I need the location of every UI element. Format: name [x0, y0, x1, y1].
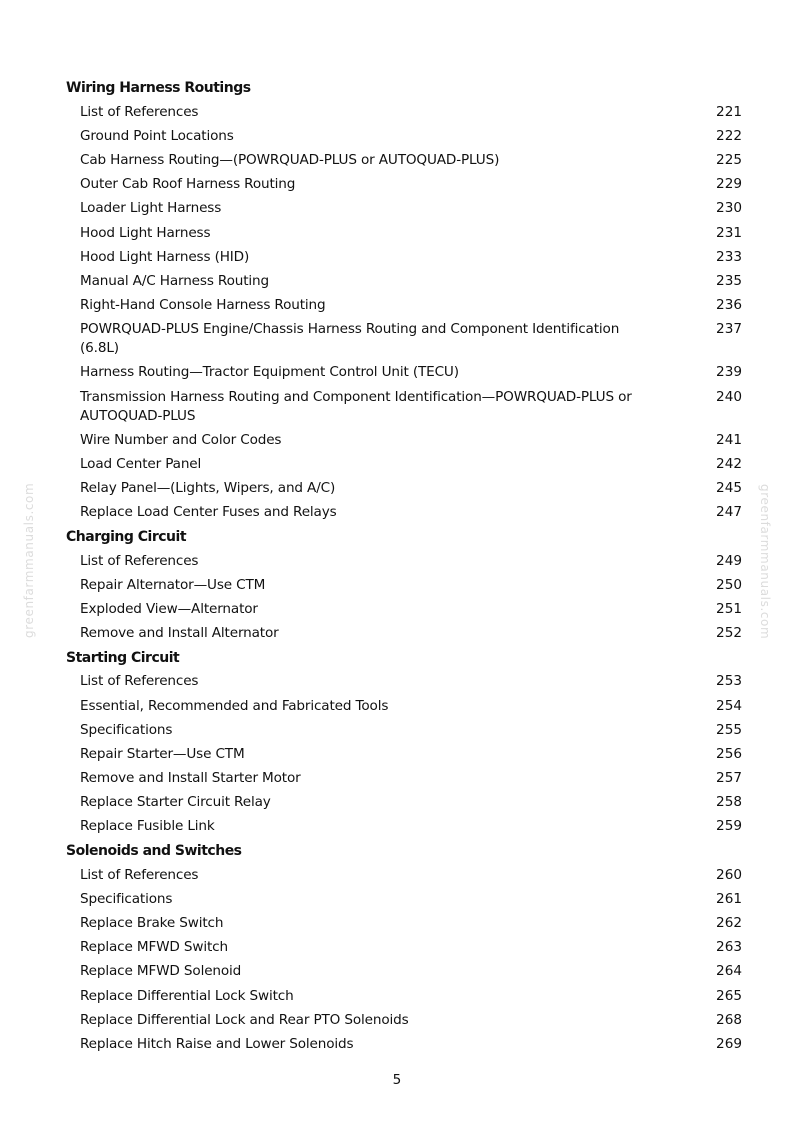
watermark-right: greenfarmmanuals.com: [758, 484, 772, 640]
entry-title[interactable]: Remove and Install Alternator: [80, 625, 279, 642]
entry-title[interactable]: List of References: [80, 673, 199, 690]
entry-page-number[interactable]: 251: [716, 600, 742, 617]
entry-title[interactable]: Repair Alternator—Use CTM: [80, 576, 266, 593]
entry-page-number[interactable]: 239: [716, 364, 742, 381]
toc-entry[interactable]: [66, 960, 742, 984]
entry-title[interactable]: Hood Light Harness: [80, 224, 211, 241]
entry-page-number[interactable]: 221: [716, 103, 742, 120]
toc-entry[interactable]: [66, 385, 742, 428]
toc-entry[interactable]: [66, 670, 742, 694]
entry-page-number[interactable]: 231: [716, 224, 742, 241]
entry-title[interactable]: Ground Point Locations: [80, 127, 234, 144]
entry-page-number[interactable]: 247: [716, 504, 742, 521]
entry-title[interactable]: Replace Starter Circuit Relay: [80, 794, 271, 811]
entry-title[interactable]: POWRQUAD-PLUS Engine/Chassis Harness Routing and Component Identification (6.8L): [80, 321, 620, 357]
entry-title[interactable]: Remove and Install Starter Motor: [80, 770, 301, 787]
toc-entry[interactable]: [66, 742, 742, 766]
entry-page-number[interactable]: 257: [716, 770, 742, 787]
entry-title[interactable]: Essential, Recommended and Fabricated Tools: [80, 697, 389, 714]
toc-entry[interactable]: [66, 477, 742, 501]
entry-page-number[interactable]: 236: [716, 297, 742, 314]
entry-page-number[interactable]: 256: [716, 745, 742, 762]
toc-entry[interactable]: [66, 100, 742, 124]
toc-entry[interactable]: [66, 863, 742, 887]
entry-page-number[interactable]: 259: [716, 818, 742, 835]
toc-entry[interactable]: [66, 269, 742, 293]
entry-page-number[interactable]: 258: [716, 794, 742, 811]
toc-section: [66, 76, 742, 525]
toc-entry[interactable]: [66, 767, 742, 791]
toc-entry[interactable]: [66, 622, 742, 646]
entry-page-number[interactable]: 240: [716, 388, 742, 405]
entry-title[interactable]: Relay Panel—(Lights, Wipers, and A/C): [80, 480, 336, 497]
toc-entry[interactable]: [66, 984, 742, 1008]
entry-title[interactable]: List of References: [80, 103, 199, 120]
entry-title[interactable]: Specifications: [80, 721, 173, 738]
entry-page-number[interactable]: 268: [716, 1011, 742, 1028]
toc-entry[interactable]: [66, 1032, 742, 1056]
toc-section: [66, 525, 742, 646]
toc-entry[interactable]: [66, 428, 742, 452]
entry-page-number[interactable]: 250: [716, 576, 742, 593]
toc-entry[interactable]: [66, 694, 742, 718]
toc-entry[interactable]: [66, 597, 742, 621]
entry-title[interactable]: Manual A/C Harness Routing: [80, 272, 269, 289]
entry-title[interactable]: Load Center Panel: [80, 456, 202, 473]
page-number: 5: [392, 1072, 402, 1088]
section-heading[interactable]: Starting Circuit: [66, 649, 180, 666]
entry-title[interactable]: Replace Load Center Fuses and Relays: [80, 504, 337, 521]
entry-title[interactable]: Outer Cab Roof Harness Routing: [80, 176, 296, 193]
entry-title[interactable]: Replace Differential Lock and Rear PTO Solenoids: [80, 1011, 409, 1028]
toc-entry[interactable]: [66, 361, 742, 385]
entry-page-number[interactable]: 235: [716, 272, 742, 289]
entry-page-number[interactable]: 260: [716, 866, 742, 883]
entry-page-number[interactable]: 241: [716, 431, 742, 448]
entry-title[interactable]: List of References: [80, 552, 199, 569]
toc-entry[interactable]: [66, 221, 742, 245]
entry-title[interactable]: Repair Starter—Use CTM: [80, 745, 245, 762]
toc-entry[interactable]: [66, 815, 742, 839]
entry-title[interactable]: Replace Hitch Raise and Lower Solenoids: [80, 1035, 354, 1052]
toc-entry[interactable]: [66, 124, 742, 148]
entry-page-number[interactable]: 254: [716, 697, 742, 714]
toc-entry[interactable]: [66, 791, 742, 815]
toc-entry[interactable]: [66, 887, 742, 911]
entry-page-number[interactable]: 229: [716, 176, 742, 193]
entry-page-number[interactable]: 265: [716, 987, 742, 1004]
toc-entry[interactable]: [66, 1008, 742, 1032]
entry-page-number[interactable]: 230: [716, 200, 742, 217]
section-heading[interactable]: Solenoids and Switches: [66, 843, 242, 860]
entry-page-number[interactable]: 225: [716, 151, 742, 168]
entry-title[interactable]: Replace Brake Switch: [80, 915, 224, 932]
entry-title[interactable]: Wire Number and Color Codes: [80, 431, 282, 448]
entry-page-number[interactable]: 233: [716, 248, 742, 265]
entry-title[interactable]: Cab Harness Routing—(POWRQUAD-PLUS or AUTOQUAD-PLUS): [80, 151, 500, 168]
entry-page-number[interactable]: 253: [716, 673, 742, 690]
entry-page-number[interactable]: 262: [716, 915, 742, 932]
toc-entry[interactable]: [66, 452, 742, 476]
toc-entry[interactable]: [66, 936, 742, 960]
toc-entry[interactable]: [66, 318, 742, 361]
toc-entry[interactable]: [66, 573, 742, 597]
toc-entry[interactable]: [66, 294, 742, 318]
toc-entry[interactable]: [66, 549, 742, 573]
entry-page-number[interactable]: 245: [716, 480, 742, 497]
entry-page-number[interactable]: 237: [716, 321, 742, 338]
entry-title[interactable]: Transmission Harness Routing and Component Identification—POWRQUAD-PLUS or AUTOQUAD-PLUS: [80, 388, 632, 424]
entry-page-number[interactable]: 242: [716, 456, 742, 473]
entry-title[interactable]: Specifications: [80, 890, 173, 907]
toc-entry[interactable]: [66, 197, 742, 221]
entry-title[interactable]: Exploded View—Alternator: [80, 600, 258, 617]
section-heading[interactable]: Charging Circuit: [66, 529, 187, 545]
entry-page-number[interactable]: 269: [716, 1035, 742, 1052]
entry-title[interactable]: Hood Light Harness (HID): [80, 248, 250, 265]
entry-title[interactable]: Replace Differential Lock Switch: [80, 987, 294, 1004]
entry-title[interactable]: List of References: [80, 866, 199, 883]
table-of-contents: [66, 76, 742, 1057]
entry-page-number[interactable]: 264: [716, 963, 742, 980]
toc-entry[interactable]: [66, 718, 742, 742]
toc-section: [66, 646, 742, 839]
entry-page-number[interactable]: 249: [716, 552, 742, 569]
section-heading[interactable]: Wiring Harness Routings: [66, 80, 251, 96]
toc-entry[interactable]: [66, 501, 742, 525]
toc-entry[interactable]: [66, 245, 742, 269]
entry-page-number[interactable]: 255: [716, 721, 742, 738]
entry-page-number[interactable]: 261: [716, 890, 742, 907]
toc-section: [66, 839, 742, 1057]
entry-page-number[interactable]: 252: [716, 625, 742, 642]
entry-title[interactable]: Harness Routing—Tractor Equipment Control Unit (TECU): [80, 364, 459, 381]
entry-title[interactable]: Replace MFWD Solenoid: [80, 963, 242, 980]
toc-entry[interactable]: [66, 148, 742, 172]
entry-title[interactable]: Right-Hand Console Harness Routing: [80, 297, 326, 314]
toc-entry[interactable]: [66, 173, 742, 197]
watermark-left: greenfarmmanuals.com: [22, 482, 36, 638]
entry-title[interactable]: Replace MFWD Switch: [80, 939, 228, 956]
entry-title[interactable]: Loader Light Harness: [80, 200, 222, 217]
entry-page-number[interactable]: 222: [716, 127, 742, 144]
toc-entry[interactable]: [66, 911, 742, 935]
entry-page-number[interactable]: 263: [716, 939, 742, 956]
entry-title[interactable]: Replace Fusible Link: [80, 818, 215, 835]
